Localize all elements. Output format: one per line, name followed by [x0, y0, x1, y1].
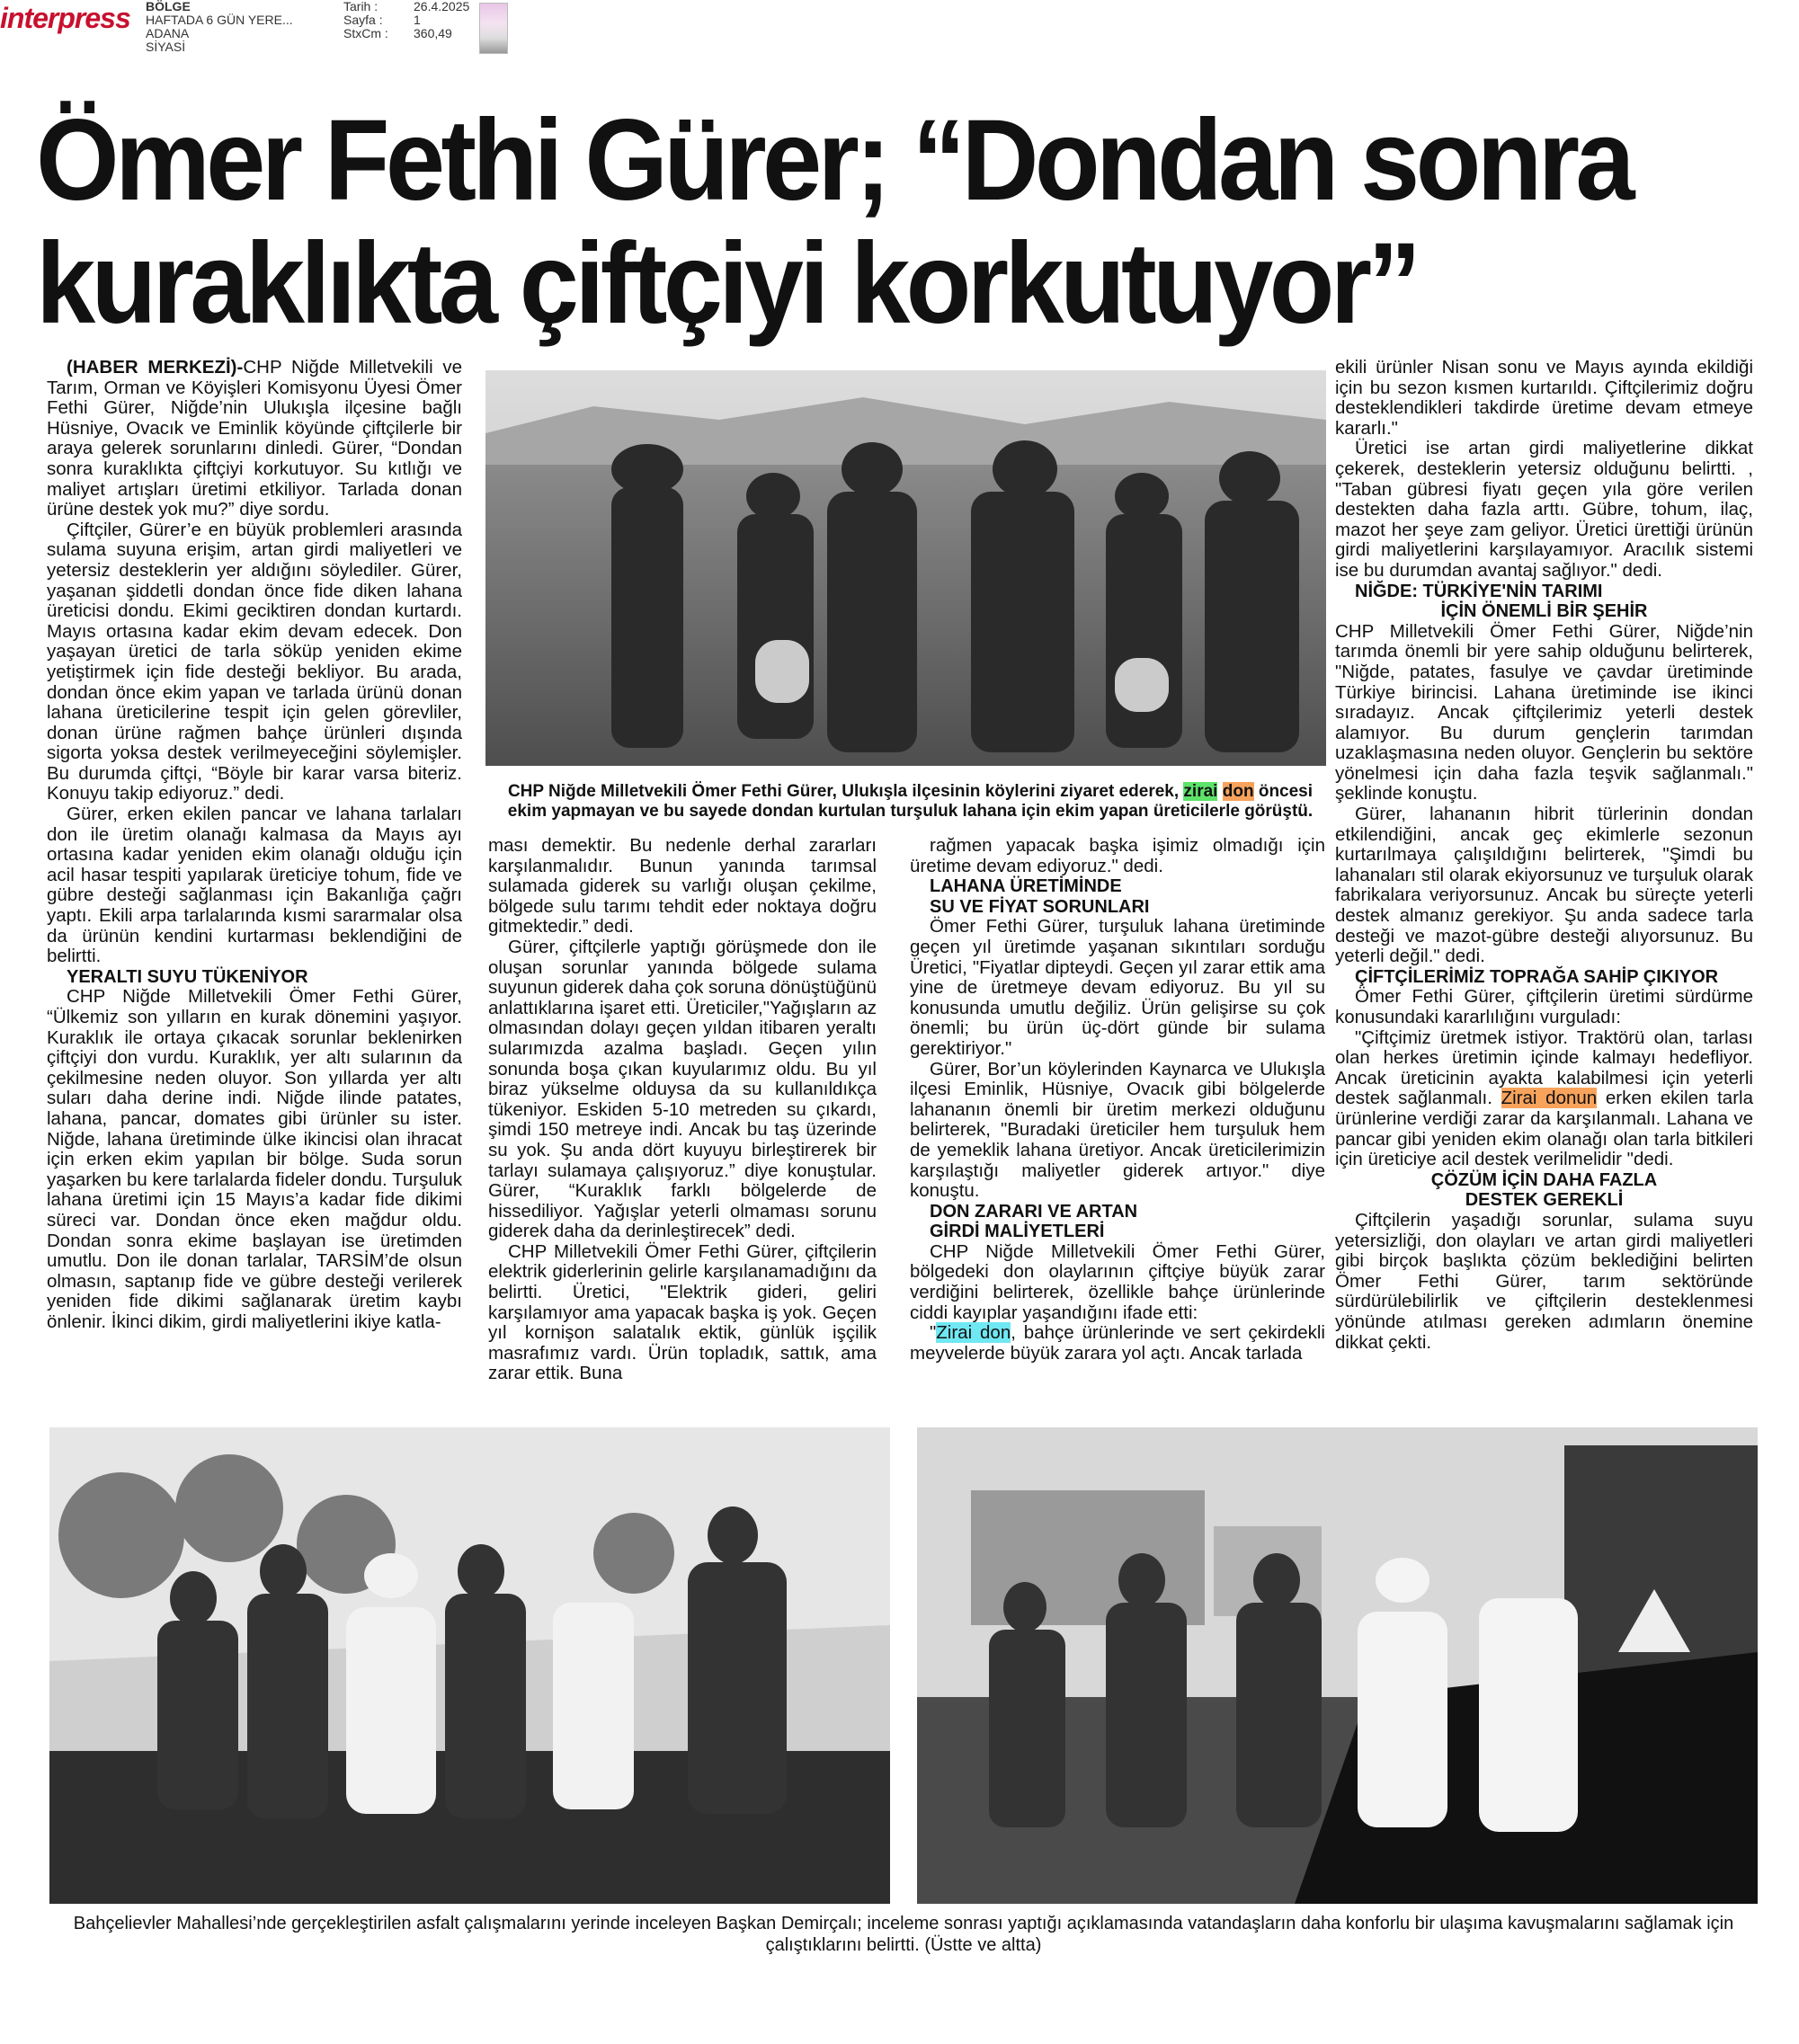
section-heading: NİĞDE: TÜRKİYE'NİN TARIMI: [1355, 581, 1603, 601]
asphalt-works-photo-left: [49, 1427, 890, 1904]
category-label: SİYASİ: [146, 40, 186, 54]
paragraph: Çiftçiler, Gürer’e en büyük problemleri arasında sulama suyuna erişim, artan girdi maliyetleri ve yetersiz desteklerin yer aldığını söylediler. Gürer, yaşanan şiddetli dondan önce fide diken lahana üreticisi dondu. Ekimi geciktiren dondan kurtardı. Mayıs ortasına kadar ekim devam edecek. Don yaşayan üretici de tarla söküp yeniden ekime yetiştirmek için fide desteği bekliyor. Bu arada, dondan önce ekim yapan ve tarlada ürünü donan lahana üreticilerine tespit için gelen görevliler, donan ürüne rağmen bahçe ürünleri dışında sigorta yoksa destek verilmeyeceğini söylemişler. Bu durumda çiftçi, “Böyle bir karar varsa biteriz. Konuyu takip ediyoruz.” dedi.: [47, 519, 462, 804]
area-value: 360,49: [414, 26, 452, 40]
area-label: StxCm :: [343, 26, 388, 40]
article-column-2: [488, 836, 877, 1384]
paragraph: Gürer, erken ekilen pancar ve lahana tarlaları don ile üretim olanağı kalmasa da Mayıs ayı ortasına kadar yeniden ekim olanağı olduğu için acil hasar tespiti yapılarak üreticiye tohum, fide ve gübre desteği sağlanması için Bakanlığa çağrı yaptı. Ekili arpa tarlalarında kısmi sararmalar olsa da ürünün kendini kurtarması beklendiğini de belirtti.: [47, 804, 462, 967]
highlight: don: [1222, 782, 1254, 801]
city-label: ADANA: [146, 26, 190, 40]
section-heading: ÇİFTÇİLERİMİZ TOPRAĞA SAHİP ÇIKIYOR: [1355, 966, 1719, 987]
section-heading: YERALTI SUYU TÜKENİYOR: [67, 966, 308, 987]
section-heading: DESTEK GEREKLİ: [1465, 1190, 1624, 1211]
article-column-1: [47, 358, 462, 1333]
paragraph: Çiftçilerin yaşadığı sorunlar, sulama suyu yetersizliği, don olayları ve artan girdi maliyetleri gibi birçok başlıkta çözüm beklediğini belirten Ömer Fethi Gürer, tarım sektöründe sürdürülebilirlik ve çiftçilerin desteklenmesi yönünde atılması gereken adımların önemine dikkat çekti.: [1335, 1209, 1753, 1353]
paragraph: CHP Milletvekili Ömer Fethi Gürer, çiftçilerin elektrik giderlerinin gelirle karşılanamadığını da belirtti. Üretici, "Elektrik gideri, geliri karşılamıyor ama yapacak başka iş yok. Geçen yıl kornişon salatalık ektik, günlük işçilik masrafımız vardı. Ürün topladık, sattık, ama zarar ettik. Buna: [488, 1240, 877, 1384]
page-value: 1: [414, 13, 421, 27]
highlight: Zirai donun: [1501, 1088, 1598, 1109]
article-column-4: [1335, 358, 1753, 1353]
paragraph: CHP Milletvekili Ömer Fethi Gürer, Niğde’nin tarımda önemli bir yere sahip olduğunu belirterek, "Niğde, patates, fasulye ve çavdar üretiminde Türkiye birincisi. Lahana üretiminde ise ikinci sıradayız. Ancak çiftçilerimiz yeterli destek alamıyor. Bu durum gençlerin tarımdan uzaklaşmasına neden oluyor. Gençlerin bu sektöre yönelmesi için daha fazla teşvik sağlanmalı." şeklinde konuştu.: [1335, 620, 1753, 804]
paragraph: (HABER MERKEZİ)-CHP Niğde Milletvekili ve Tarım, Orman ve Köyişleri Komisyonu Üyesi Ömer Fethi Gürer, Niğde’nin Ulukışla ilçesine bağlı Hüsniye, Ovacık ve Eminlik köyünde çiftçilerle bir araya gelerek sorunlarını dinledi. Gürer, “Dondan sonra kuraklıkta çiftçiyi korkutuyor. Su kıtlığı ve maliyet artışları üretimi etkiliyor. Tarlada donan ürüne destek yok mu?” diye sordu.: [47, 357, 462, 520]
date-value: 26.4.2025: [414, 0, 470, 13]
highlight: zirai: [1183, 782, 1218, 801]
paragraph: CHP Niğde Milletvekili Ömer Fethi Gürer, “Ülkemiz son yılların en kurak dönemini yaşıyor. Kuraklık ile ortaya çıkacak sorunlar beklenirken çiftçiyi don vurdu. Kuraklık, yer altı sularının da çekilmesine neden oluyor. Son yıllarda yer altı suları daha derine indi. Niğde ilinde patates, lahana, pancar, domates gibi ürünler su ister. Niğde, lahana üretiminde ülke ikincisi olan ihracat için erken ekim yapılan bir bölge. Suda sorun yaşarken bu kere tarlalarda fideler dondu. Turşuluk lahana üretimi için 15 Mayıs’a kadar fide dikimi süreci var. Dondan önce eken mağdur oldu. Dondan sonra ekime başlayan ise üretimden umutlu. Don ile donan tarlalar, TARSİM’de olsun olmasın, saptanıp fide ve gübre desteği verilerek yeniden fide dikimi sağlanarak üretim kaybı önlenir. İkinci dikim, girdi maliyetlerini ikiye katla-: [47, 986, 462, 1332]
paragraph: ması demektir. Bu nedenle derhal zararları karşılanmalıdır. Bunun yanında tarımsal sulamada giderek su varlığı oluşan çekilme, bölgede sulu tarımı tehdit eder noktaya doğru gitmektedir.” dedi.: [488, 835, 877, 938]
paragraph: ekili ürünler Nisan sonu ve Mayıs ayında ekildiği için bu sezon kısmen kurtarıldı. Çiftçilerimiz doğru desteklendikleri takdirde üretime devam etmeye kararlı.": [1335, 357, 1753, 439]
interpress-logo: interpress: [0, 2, 144, 38]
page-label: Sayfa :: [343, 13, 383, 27]
section-heading: SU VE FİYAT SORUNLARI: [930, 896, 1150, 917]
bottom-photo-caption: Bahçelievler Mahallesi’nde gerçekleştirilen asfalt çalışmalarını yerinde inceleyen Başkan Demirçalı; inceleme sonrası yaptığı açıklamasında vatandaşların daha konforlu bir ulaşıma kavuşmalarını sağlamak için çalıştıklarını belirtti. (Üstte ve altta): [73, 1914, 1734, 1955]
paragraph: rağmen yapacak başka işimiz olmadığı için üretime devam ediyoruz." dedi.: [910, 835, 1325, 876]
top-photo-caption: CHP Niğde Milletvekili Ömer Fethi Gürer, Ulukışla ilçesinin köylerini ziyaret ederek, zirai don öncesi ekim yapmayan ve bu sayede dondan kurtulan turşuluk lahana için ekim yapan üreticilerle görüştü.: [507, 782, 1314, 821]
asphalt-works-photo-right: [917, 1427, 1758, 1904]
date-label: Tarih :: [343, 0, 379, 13]
headline-line-1: Ömer Fethi Gürer; “Dondan sonra: [36, 96, 1631, 225]
farmers-field-photo: [485, 370, 1326, 766]
paragraph: Ömer Fethi Gürer, çiftçilerin üretimi sürdürme konusundaki kararlılığını vurguladı:: [1335, 986, 1753, 1027]
dateline: (HABER MERKEZİ)-: [67, 357, 244, 378]
paragraph: "Çiftçimiz üretmek istiyor. Traktörü olan, tarlası olan herkes üretimin içinde kalmayı hedefliyor. Ancak üreticinin ayakta kalabilmesi için yeterli destek sağlanmalı. Zirai donun erken ekilen tarla ürünlerine verdiği zarar da karşılanmalı. Lahana ve pancar gibi yeniden ekim olanağı olan tarla bitkileri için üreticiye acil destek verilmelidir "dedi.: [1335, 1026, 1753, 1170]
publication-name: HAFTADA 6 GÜN YERE...: [146, 13, 293, 27]
paragraph: "Zirai don, bahçe ürünlerinde ve sert çekirdekli meyvelerde büyük zarara yol açtı. Ancak tarlada: [910, 1322, 1325, 1364]
clipping-meta: [146, 0, 293, 54]
highlight: Zirai don: [936, 1322, 1011, 1344]
section-heading: İÇİN ÖNEMLİ BİR ŞEHİR: [1440, 601, 1648, 622]
page-thumbnail[interactable]: [479, 3, 508, 54]
paragraph: CHP Niğde Milletvekili Ömer Fethi Gürer, bölgedeki don olaylarının çiftçiye büyük zarar verdiğini belirterek, özellikle bahçe ürünlerinde ciddi kayıplar yaşandığını ifade etti:: [910, 1240, 1325, 1323]
clipping-details: [343, 0, 469, 40]
headline: [36, 96, 1650, 348]
paragraph: Gürer, lahananın hibrit türlerinin dondan etkilendiğini, ancak geç ekimlerle sezonun kurtarılmaya çalışıldığını belirterek, "Şimdi bu lahanaları stil olarak ekiyorsunuz ve turşuluk olarak fabrikalara veriyorsunuz. Ancak bu süreçte yeterli destek almanız gerekiyor. Şu anda sadece tarla desteği ve mazot-gübre desteği alıyorsunuz. Bu yeterli değil." dedi.: [1335, 804, 1753, 967]
paragraph: Gürer, Bor’un köylerinden Kaynarca ve Ulukışla ilçesi Eminlik, Hüsniye, Ovacık gibi bölgelerde lahananın önemli bir üretim merkezi olduğunu belirterek, "Buradaki üreticiler hem turşuluk hem de yemeklik lahana üretiyor. Ancak üreticilerimizin karşılaştığı maliyetler giderek artıyor." diye konuştu.: [910, 1058, 1325, 1202]
section-heading: GİRDİ MALİYETLERİ: [930, 1222, 1105, 1242]
headline-line-2: kuraklıkta çiftçiyi korkutuyor”: [36, 219, 1418, 348]
section-heading: ÇÖZÜM İÇİN DAHA FAZLA: [1430, 1169, 1658, 1190]
section-label: BÖLGE: [146, 0, 191, 13]
paragraph: Üretici ise artan girdi maliyetlerine dikkat çekerek, desteklerin yetersiz olduğunu belirtti. , "Taban gübresi fiyatı geçen yıla göre verilen destekten daha fazla arttı. Gübre, tohum, ilaç, mazot her şeye zam geliyor. Üretici ürettiği ürünün girdi maliyetlerini karşılayamıyor. Aracılık sistemi ise bu durumdan avantaj sağlıyor." dedi.: [1335, 438, 1753, 581]
section-heading: DON ZARARI VE ARTAN: [930, 1201, 1138, 1222]
article-column-3: [910, 836, 1325, 1364]
paragraph: Ömer Fethi Gürer, turşuluk lahana üretiminde geçen yıl üretimde yaşanan sıkıntıları sorduğu Üretici, "Fiyatlar dipteydi. Geçen yıl zarar ettik ama yine de üretmeye devam ediyoruz. Bu yıl su konusunda umutlu değiliz. Ürün gelişirse su çok önemli; bu ürün üç-dört günde bir sulama gerektiriyor.": [910, 916, 1325, 1059]
section-heading: LAHANA ÜRETİMİNDE: [930, 876, 1122, 897]
paragraph: Gürer, çiftçilerle yaptığı görüşmede don ile oluşan sorunlar yanında bölgede sulama suyunun giderek daha çok soruna dönüştüğünü anlattıklarına işaret etti. Üreticiler,"Yağışların az olmasından dolayı geçen yıldan itibaren yeraltı sularımızda azalma başladı. Geçen yılın sonunda boşa çıkan kuyularımız oldu. Bu yıl biraz yükselme olduysa da su kullanıldıkça tükeniyor. Eskiden 5-10 metreden su çıkardı, şimdi 150 metreye indi. Ancak bu taş üzerinde su yok. Şu anda dört kuyuyu birleştirerek bir tarlayı sulamaya çalışıyoruz.” diye konuştular. Gürer, “Kuraklık farklı bölgelerde de hissediliyor. Yağışlar yeterli olmaması sorunu giderek daha da derinleştirecek” dedi.: [488, 936, 877, 1242]
